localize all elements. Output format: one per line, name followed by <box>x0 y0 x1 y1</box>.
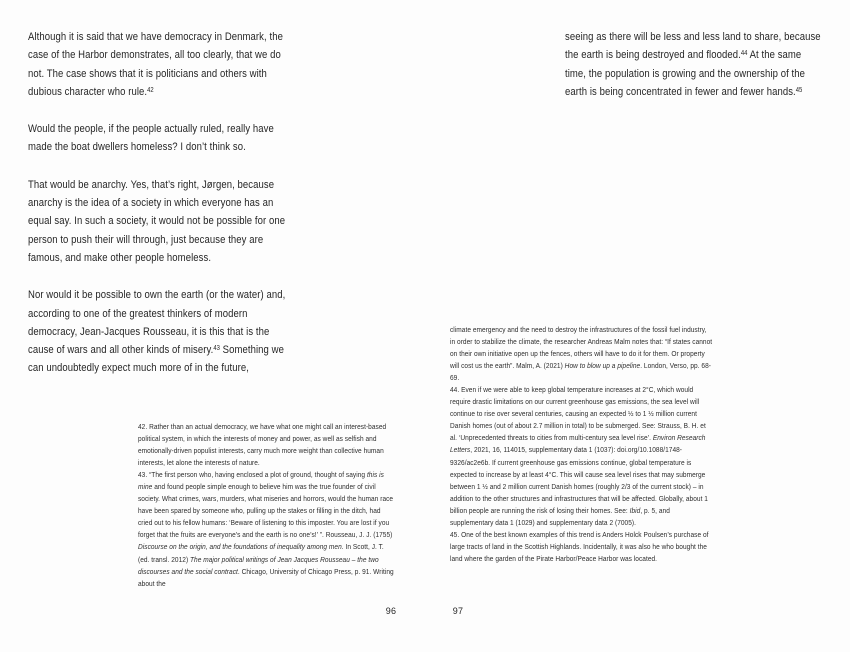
text-run: The major political writings of Jean Jacques Rousseau – the two discourses and the social contract <box>138 554 379 576</box>
text-run: 44. Even if we were able to keep global temperature increases at 2°C, which would require drastic limitations on our current greenhouse gas emissions, the sea level will continue to rise over several centuries, causing an expected ½ to 1 ½ million current Danish homes (out of about 2.7 million in total) to be submerged. See: Strauss, B. H. et al. ‘Unprecedented threats to cities from multi-century sea level rise’. <box>450 385 706 443</box>
paragraph <box>28 120 290 157</box>
text-run: this is mine <box>138 470 384 492</box>
footnote-ref: 43 <box>213 345 220 353</box>
right-page-footnotes <box>450 324 713 565</box>
text-run: and found people simple enough to believe him was the true founder of civil society. What crimes, wars, murders, what miseries and horrors, would the human race have been spared by someone who, pulling up the stakes or filling in the ditch, had cried out to his fellow humans: ‘Beware of listening to this imposter. You are lost if you forget that the fruits are everyone’s and the earth is no one’s!’ ”. Rousseau, J. J. (1755) <box>138 482 394 540</box>
paragraph <box>138 421 395 469</box>
paragraph <box>28 176 290 267</box>
text-run: . In Scott, J. T. (ed. transl. 2012) <box>138 542 384 564</box>
left-page-number: 96 <box>385 606 397 616</box>
paragraph <box>565 28 823 101</box>
text-run: 42. Rather than an actual democracy, we have what one might call an interest-based political system, in which the interests of money and power, as well as selfish and emotionally-driven populist interests, carry much more weight than collective human interests, let alone the interests of nature. <box>138 422 387 468</box>
paragraph <box>28 286 290 377</box>
text-run: That would be anarchy. Yes, that’s right, Jørgen, because anarchy is the idea of a society in which everyone has an equal say. In such a society, it would not be possible for one person to push their will through, just because they are famous, and make other people homeless. <box>28 178 286 264</box>
text-run: 45. One of the best known examples of this trend is Anders Holck Poulsen’s purchase of large tracts of land in the Scottish Highlands. Incidentally, it was also he who bought the land where the garden of the Pirate Harbor/Peace Harbor was located. <box>450 529 709 563</box>
left-page-body-text <box>28 28 290 378</box>
text-run: climate emergency and the need to destroy the infrastructures of the fossil fuel industry, in order to stabilize the climate, the researcher Andreas Malm notes that: “If states cannot on their own initiative open up the fences, others will have to do it for them. Or property will cost us the earth”. Malm, A. (2021) <box>450 325 713 371</box>
paragraph <box>28 28 290 101</box>
footnote-ref: 44 <box>740 50 748 58</box>
text-run: . London, Verso, pp. 68-69. <box>450 361 711 383</box>
left-page-footnotes <box>138 421 395 590</box>
paragraph <box>450 384 713 529</box>
paragraph <box>450 324 713 384</box>
footnote-ref: 45 <box>795 86 803 94</box>
text-run: seeing as there will be less and less land to share, because the earth is being destroyed and flooded. <box>565 31 821 62</box>
text-run: , p. 5, and supplementary data 1 (1029) and supplementary data 2 (7005). <box>450 505 670 527</box>
paragraph <box>138 469 395 589</box>
text-run: . Chicago, University of Chicago Press, p. 91. Writing about the <box>138 566 394 588</box>
text-run: Environ Research Letters <box>450 433 706 455</box>
text-run: Discourse on the origin, and the foundations of inequality among men <box>138 542 342 552</box>
right-page-body-text <box>565 28 823 101</box>
right-page-number: 97 <box>452 606 464 616</box>
footnote-ref: 42 <box>147 86 154 94</box>
text-run: , 2021, 16, 114015, supplementary data 1 (1037): doi.org/10.1088/1748-9326/ac2e6b. If current greenhouse gas emissions continue, global temperature is expected to increase by at least 4°C. This will cause sea level rises that may submerge between 1 ½ and 2 million current Danish homes (roughly 2/3 of the current stock) – in addition to the other structures and infrastructures that will be affected. Globally, about 1 billion people are running the risk of losing their homes. See: <box>450 445 708 515</box>
text-run: 43. “The first person who, having enclosed a plot of ground, thought of saying <box>138 470 367 480</box>
text-run: Something we can undoubtedly expect much more of in the future, <box>28 344 284 375</box>
paragraph <box>450 529 713 565</box>
text-run: Ibid <box>629 505 641 515</box>
text-run: Although it is said that we have democracy in Denmark, the case of the Harbor demonstrates, all too clearly, that we do not. The case shows that it is politicians and others with dubious character who rule. <box>28 31 283 98</box>
text-run: Would the people, if the people actually ruled, really have made the boat dwellers homeless? I don’t think so. <box>28 123 274 154</box>
text-run: How to blow up a pipeline <box>564 361 641 371</box>
text-run: At the same time, the population is growing and the ownership of the earth is being concentrated in fewer and fewer hands. <box>565 49 806 98</box>
text-run: Nor would it be possible to own the earth (or the water) and, according to one of the greatest thinkers of modern democracy, Jean-Jacques Rousseau, it is this that is the cause of wars and all other kinds of misery. <box>28 289 286 357</box>
